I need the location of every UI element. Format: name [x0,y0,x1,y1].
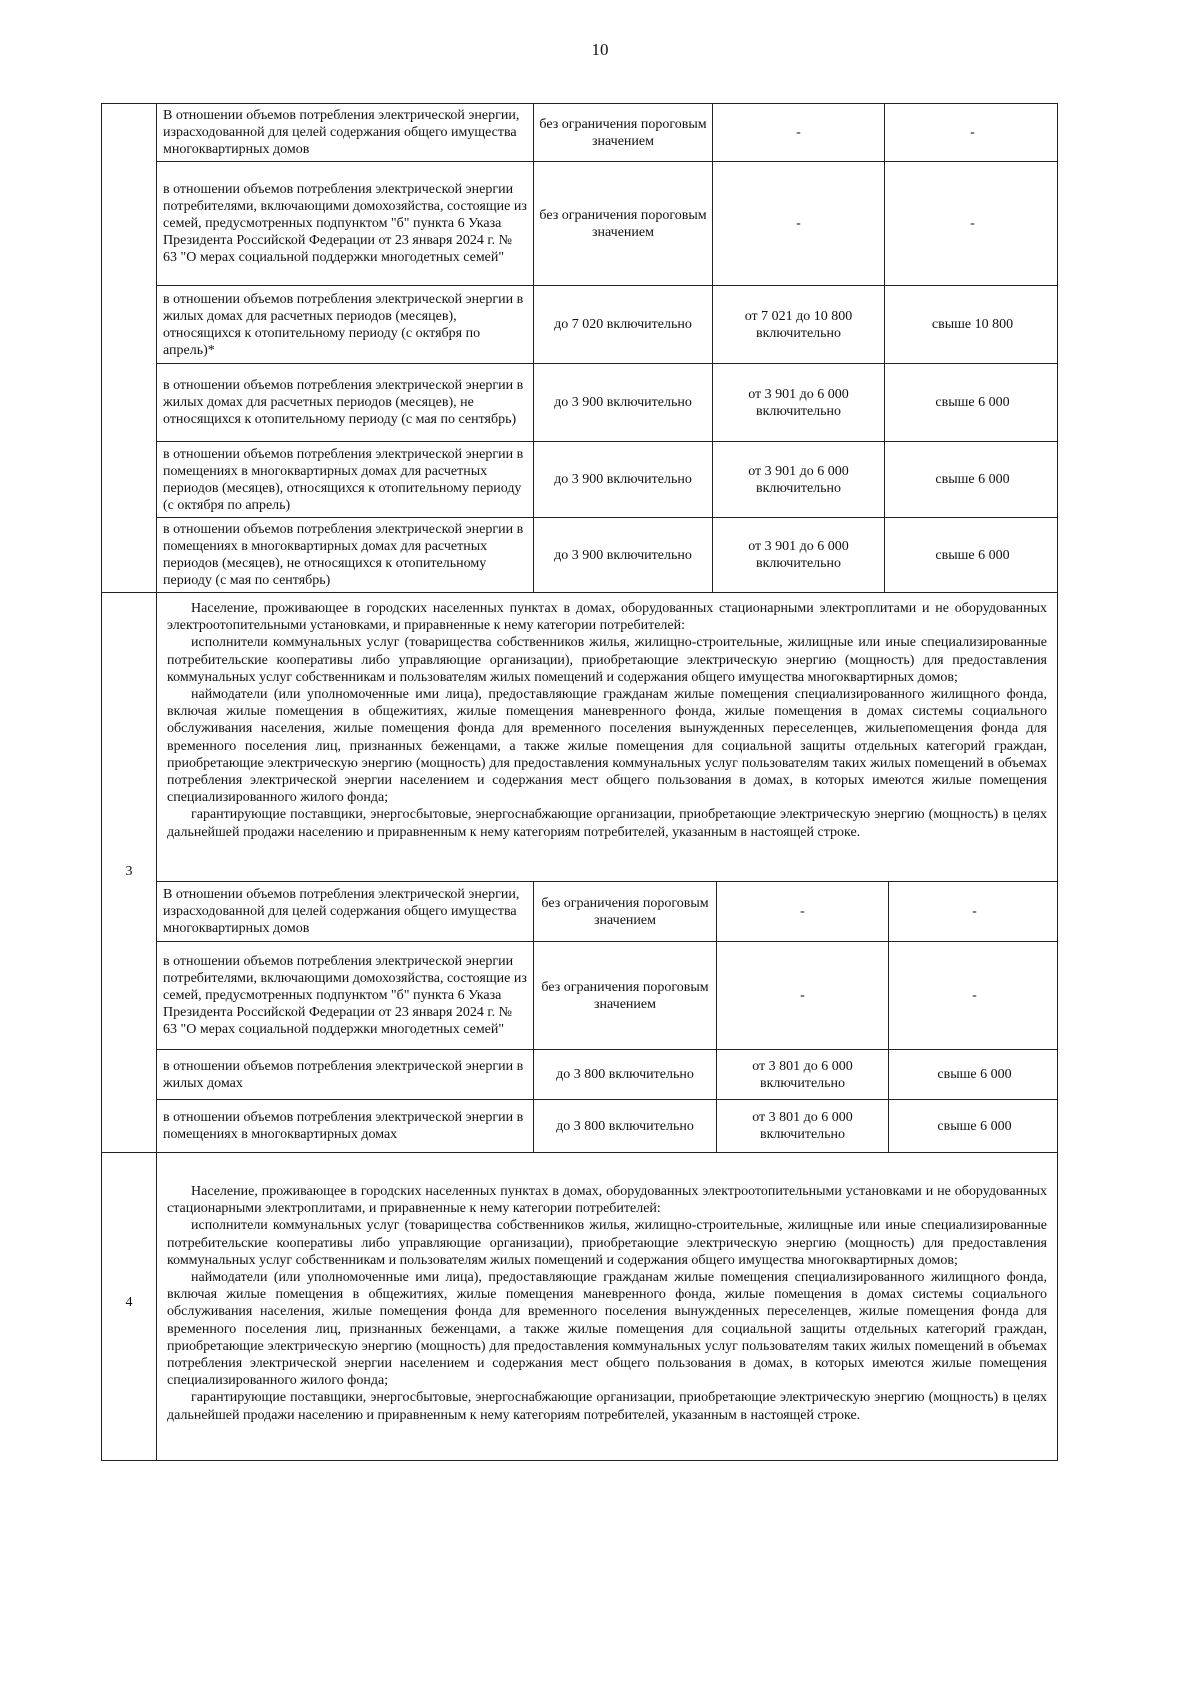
tariff-block-3 [101,592,1058,1153]
page-number: 10 [591,40,609,59]
paragraph: гарантирующие поставщики, энергосбытовые, энергоснабжающие организации, приобретающие электрическую энергию (мощность) в целях дальнейшей продажи населению и приравненным к нему категориям потребителей, указанным в настоящей строке. [167,807,1047,840]
threshold-second: от 3 901 до 6 000 включительно [712,364,884,441]
threshold-first: до 3 900 включительно [533,364,712,441]
paragraph: исполнители коммунальных услуг (товарищества собственников жилья, жилищно-строительные, жилищные или иные специализированные потребительские кооперативы либо управляющие организации), приобретающие электрическую энергию (мощность) для предоставления коммунальных услуг собственникам и пользователям жилых помещений и содержания общего имущества многоквартирных домов; [167,635,1047,685]
row-description: в отношении объемов потребления электрической энергии в помещениях в многоквартирных домах для расчетных периодов (месяцев), не относящихся к отопительному периоду (с мая по сентябрь) [163,522,524,588]
paragraph: наймодатели (или уполномоченные ими лица), предоставляющие гражданам жилые помещения специализированного жилищного фонда, включая жилые помещения в общежитиях, жилые помещения маневренного фонда, жилые помещения в домах системы социального обслуживания населения, жилые помещения фонда для временного поселения вынужденных переселенцев, жилыепомещения фонда для временного поселения лиц, признанных беженцами, а также жилые помещения для социальной защиты отдельных категорий граждан, приобретающие электрическую энергию (мощность) для предоставления коммунальных услуг пользователям таких жилых помещений в объемах потребления электрической энергии населением и содержания мест общего пользования в домах, в которых имеются жилые помещения специализированного жилого фонда; [167,687,1047,806]
threshold-third: свыше 6 000 [884,518,1060,592]
table-row [156,286,1057,364]
threshold-second: от 3 901 до 6 000 включительно [712,442,884,517]
row-description: В отношении объемов потребления электрической энергии, израсходованной для целей содержания общего имущества многоквартирных домов [163,887,520,936]
threshold-first: до 3 800 включительно [533,1050,716,1099]
paragraph: Население, проживающее в городских населенных пунктах в домах, оборудованных электроотопительными установками и не оборудованных стационарными электроплитами, и приравненные к нему категории потребителей: [167,1184,1047,1217]
tariff-block-4 [101,1152,1058,1461]
threshold-third: свыше 6 000 [884,442,1060,517]
threshold-third: свыше 6 000 [888,1050,1060,1099]
row-description: в отношении объемов потребления электрической энергии в жилых домах для расчетных периодов (месяцев), относящихся к отопительному периоду (с октября по апрель)* [163,291,524,358]
table-row [156,162,1057,286]
threshold-first: до 3 900 включительно [533,518,712,592]
row-description: в отношении объемов потребления электрической энергии потребителями, включающими домохозяйства, состоящие из семей, предусмотренных подпунктом "б" пункта 6 Указа Президента Российской Федерации от 23 января 2024 г. № 63 "О мерах социальной поддержки многодетных семей" [163,182,527,265]
tariff-block-continued [101,103,1058,593]
threshold-third: свыше 10 800 [884,286,1060,363]
threshold-third: - [884,162,1060,285]
threshold-first: без ограничения пороговым значением [533,942,716,1049]
threshold-first: без ограничения пороговым значением [533,882,716,941]
threshold-second: - [712,162,884,285]
table-row [156,518,1057,592]
category-description [156,592,1057,882]
paragraph: Население, проживающее в городских населенных пунктах в домах, оборудованных стационарными электроплитами и не оборудованных электроотопительными установками, и приравненные к нему категории потребителей: [167,601,1047,634]
table-row [156,364,1057,442]
table-row [156,942,1057,1050]
row-description: в отношении объемов потребления электрической энергии потребителями, включающими домохозяйства, состоящие из семей, предусмотренных подпунктом "б" пункта 6 Указа Президента Российской Федерации от 23 января 2024 г. № 63 "О мерах социальной поддержки многодетных семей" [163,954,527,1037]
row-description: в отношении объемов потребления электрической энергии в жилых домах [163,1058,524,1091]
threshold-second: - [712,104,884,161]
threshold-second: - [716,942,888,1049]
row-number: 3 [125,864,133,879]
table-row [156,104,1057,162]
threshold-first: без ограничения пороговым значением [533,162,712,285]
table-row [156,882,1057,942]
row-description: В отношении объемов потребления электрической энергии, израсходованной для целей содержания общего имущества многоквартирных домов [163,108,520,157]
threshold-third: - [884,104,1060,161]
table-row [156,1050,1057,1100]
threshold-first: до 3 900 включительно [533,442,712,517]
threshold-third: свыше 6 000 [888,1100,1060,1152]
category-description [156,1153,1057,1460]
paragraph: исполнители коммунальных услуг (товарищества собственников жилья, жилищно-строительные, жилищные или иные специализированные потребительские кооперативы либо управляющие организации), приобретающие электрическую энергию (мощность) для предоставления коммунальных услуг собственникам и пользователям жилых помещений и содержания общего имущества многоквартирных домов; [167,1218,1047,1268]
threshold-first: до 3 800 включительно [533,1100,716,1152]
threshold-first: без ограничения пороговым значением [533,104,712,161]
threshold-third: - [888,942,1060,1049]
row-description: в отношении объемов потребления электрической энергии в жилых домах для расчетных периодов (месяцев), не относящихся к отопительному периоду (с мая по сентябрь) [163,378,524,427]
threshold-second: от 3 801 до 6 000 включительно [716,1100,888,1152]
threshold-third: - [888,882,1060,941]
paragraph: наймодатели (или уполномоченные ими лица), предоставляющие гражданам жилые помещения специализированного жилищного фонда, включая жилые помещения в общежитиях, жилые помещения маневренного фонда, жилые помещения в домах системы социального обслуживания населения, жилые помещения фонда для временного поселения вынужденных переселенцев, жилые помещения фонда для временного поселения лиц, признанных беженцами, а также жилые помещения для социальной защиты отдельных категорий граждан, приобретающие электрическую энергию (мощность) для предоставления коммунальных услуг пользователям таких жилых помещений в объемах потребления электрической энергии населением и содержания мест общего пользования в домах, в которых имеются жилые помещения специализированного жилого фонда; [167,1270,1047,1389]
threshold-second: от 3 801 до 6 000 включительно [716,1050,888,1099]
row-description: в отношении объемов потребления электрической энергии в помещениях в многоквартирных домах для расчетных периодов (месяцев), относящихся к отопительному периоду (с октября по апрель) [163,446,524,513]
table-row [156,442,1057,518]
threshold-second: - [716,882,888,941]
threshold-second: от 7 021 до 10 800 включительно [712,286,884,363]
threshold-second: от 3 901 до 6 000 включительно [712,518,884,592]
table-row [156,1100,1057,1152]
row-description: в отношении объемов потребления электрической энергии в помещениях в многоквартирных домах [163,1110,524,1142]
paragraph: гарантирующие поставщики, энергосбытовые, энергоснабжающие организации, приобретающие электрическую энергию (мощность) в целях дальнейшей продажи населению и приравненным к нему категориям потребителей, указанным в настоящей строке. [167,1390,1047,1423]
threshold-third: свыше 6 000 [884,364,1060,441]
threshold-first: до 7 020 включительно [533,286,712,363]
row-number: 4 [125,1295,133,1310]
